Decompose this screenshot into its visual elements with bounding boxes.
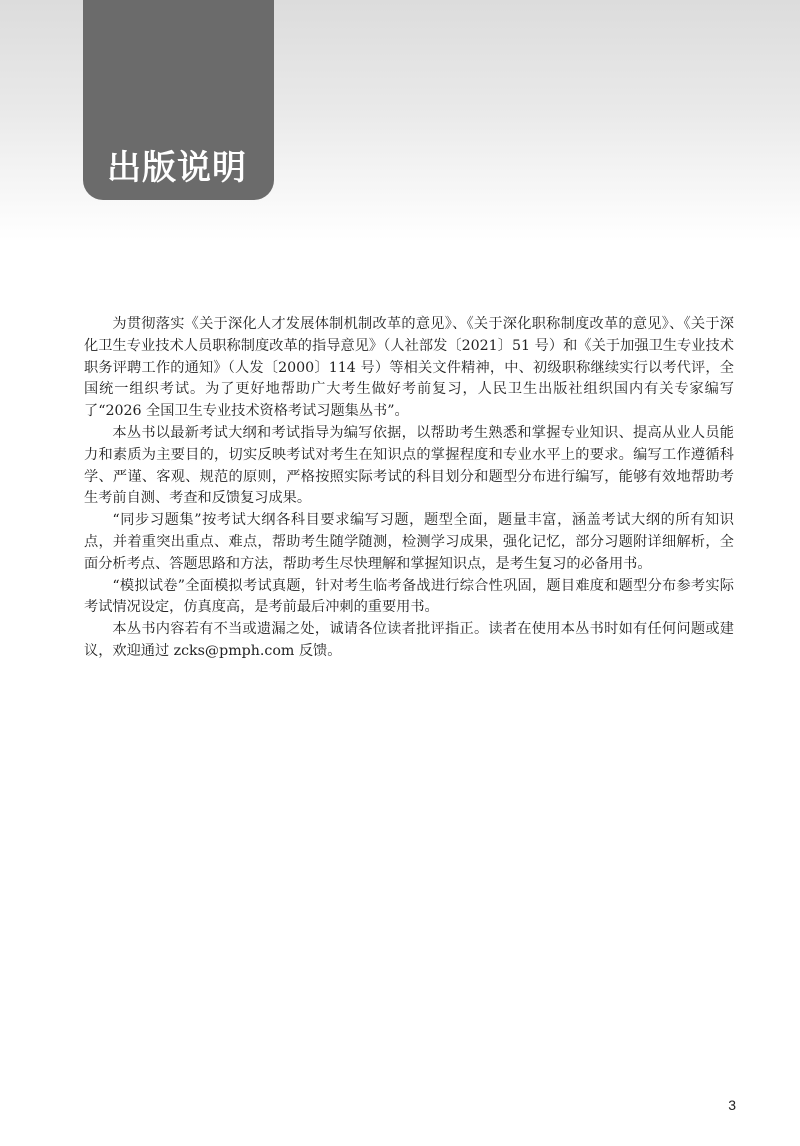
paragraph-1: 为贯彻落实《关于深化人才发展体制机制改革的意见》、《关于深化职称制度改革的意见》、《关于深化卫生专业技术人员职称制度改革的指导意见》（人社部发〔2021〕51 号）和《关于加强卫生专业技术职务评聘工作的通知》（人发〔2000〕114 号）等相关文件精神，中、初级职称继续实行以考代评，全国统一组织考试。为了更好地帮助广大考生做好考前复习，人民卫生出版社组织国内有关专家编写了“2026 全国卫生专业技术资格考试习题集丛书”。 <box>84 316 734 420</box>
paragraph-5: 本丛书内容若有不当或遗漏之处，诚请各位读者批评指正。读者在使用本丛书时如有任何问题或建议，欢迎通过 zcks@pmph.com 反馈。 <box>84 621 734 659</box>
paragraph-4: “模拟试卷”全面模拟考试真题，针对考生临考备战进行综合性巩固，题目难度和题型分布参考实际考试情况设定，仿真度高，是考前最后冲刺的重要用书。 <box>84 577 734 616</box>
title-tab <box>83 0 274 200</box>
body-text <box>84 314 734 663</box>
page-number: 3 <box>728 1097 736 1113</box>
paragraph-3: “同步习题集”按考试大纲各科目要求编写习题，题型全面，题量丰富，涵盖考试大纲的所有知识点，并着重突出重点、难点，帮助考生随学随测，检测学习成果，强化记忆，部分习题附详细解析，全面分析考点、答题思路和方法，帮助考生尽快理解和掌握知识点，是考生复习的必备用书。 <box>84 512 734 572</box>
page-title: 出版说明 <box>107 148 247 188</box>
paragraph-2: 本丛书以最新考试大纲和考试指导为编写依据，以帮助考生熟悉和掌握专业知识、提高从业人员能力和素质为主要目的，切实反映考试对考生在知识点的掌握程度和专业水平上的要求。编写工作遵循科学、严谨、客观、规范的原则，严格按照实际考试的科目划分和题型分布进行编写，能够有效地帮助考生考前自测、考查和反馈复习成果。 <box>84 424 734 507</box>
